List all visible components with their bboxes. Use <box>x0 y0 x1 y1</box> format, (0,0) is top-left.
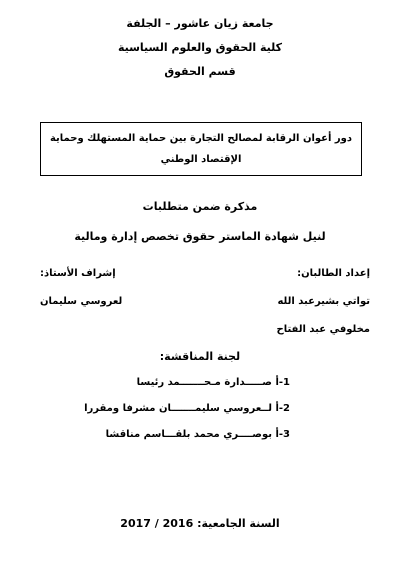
supervisor-name: لعروسي سليمان <box>40 296 123 307</box>
student-name-2: مخلوفي عبد الفتاح <box>276 324 370 335</box>
committee-member-3: 3-أ بوصــــري محمد بلقـــاسم مناقشا <box>105 429 290 440</box>
committee-member-1: 1-أ صـــــدارة مـحـــــــمد رئيسا <box>136 377 290 388</box>
department-name: قسم الحقوق <box>164 65 236 78</box>
academic-year: السنة الجامعية: 2016 / 2017 <box>120 517 280 530</box>
degree-statement: لنيل شهادة الماستر حقوق تخصص إدارة ومالية <box>74 230 326 243</box>
university-name: جامعة زيان عاشور – الجلفة <box>126 17 274 30</box>
supervisor-label: إشراف الأستاذ: <box>40 268 116 279</box>
students-label: إعداد الطالبان: <box>297 268 370 279</box>
institution-header <box>0 12 400 84</box>
committee-title: لجنة المناقشة: <box>159 350 241 363</box>
thesis-title-line-2: الإقتصاد الوطني <box>160 154 242 165</box>
student-name-1: تواتي بشيرعبد الله <box>277 296 370 307</box>
committee-member-2: 2-أ لــعروسي سليمـــــــان مشرفا ومقررا <box>84 403 290 414</box>
thesis-title-line-1: دور أعوان الرقابة لمصالح التجارة بين حماية المستهلك وحماية <box>49 133 353 144</box>
thesis-title-box <box>40 122 362 176</box>
memo-statement: مذكرة ضمن متطلبات <box>142 200 258 213</box>
faculty-name: كلية الحقوق والعلوم السياسية <box>117 41 283 54</box>
